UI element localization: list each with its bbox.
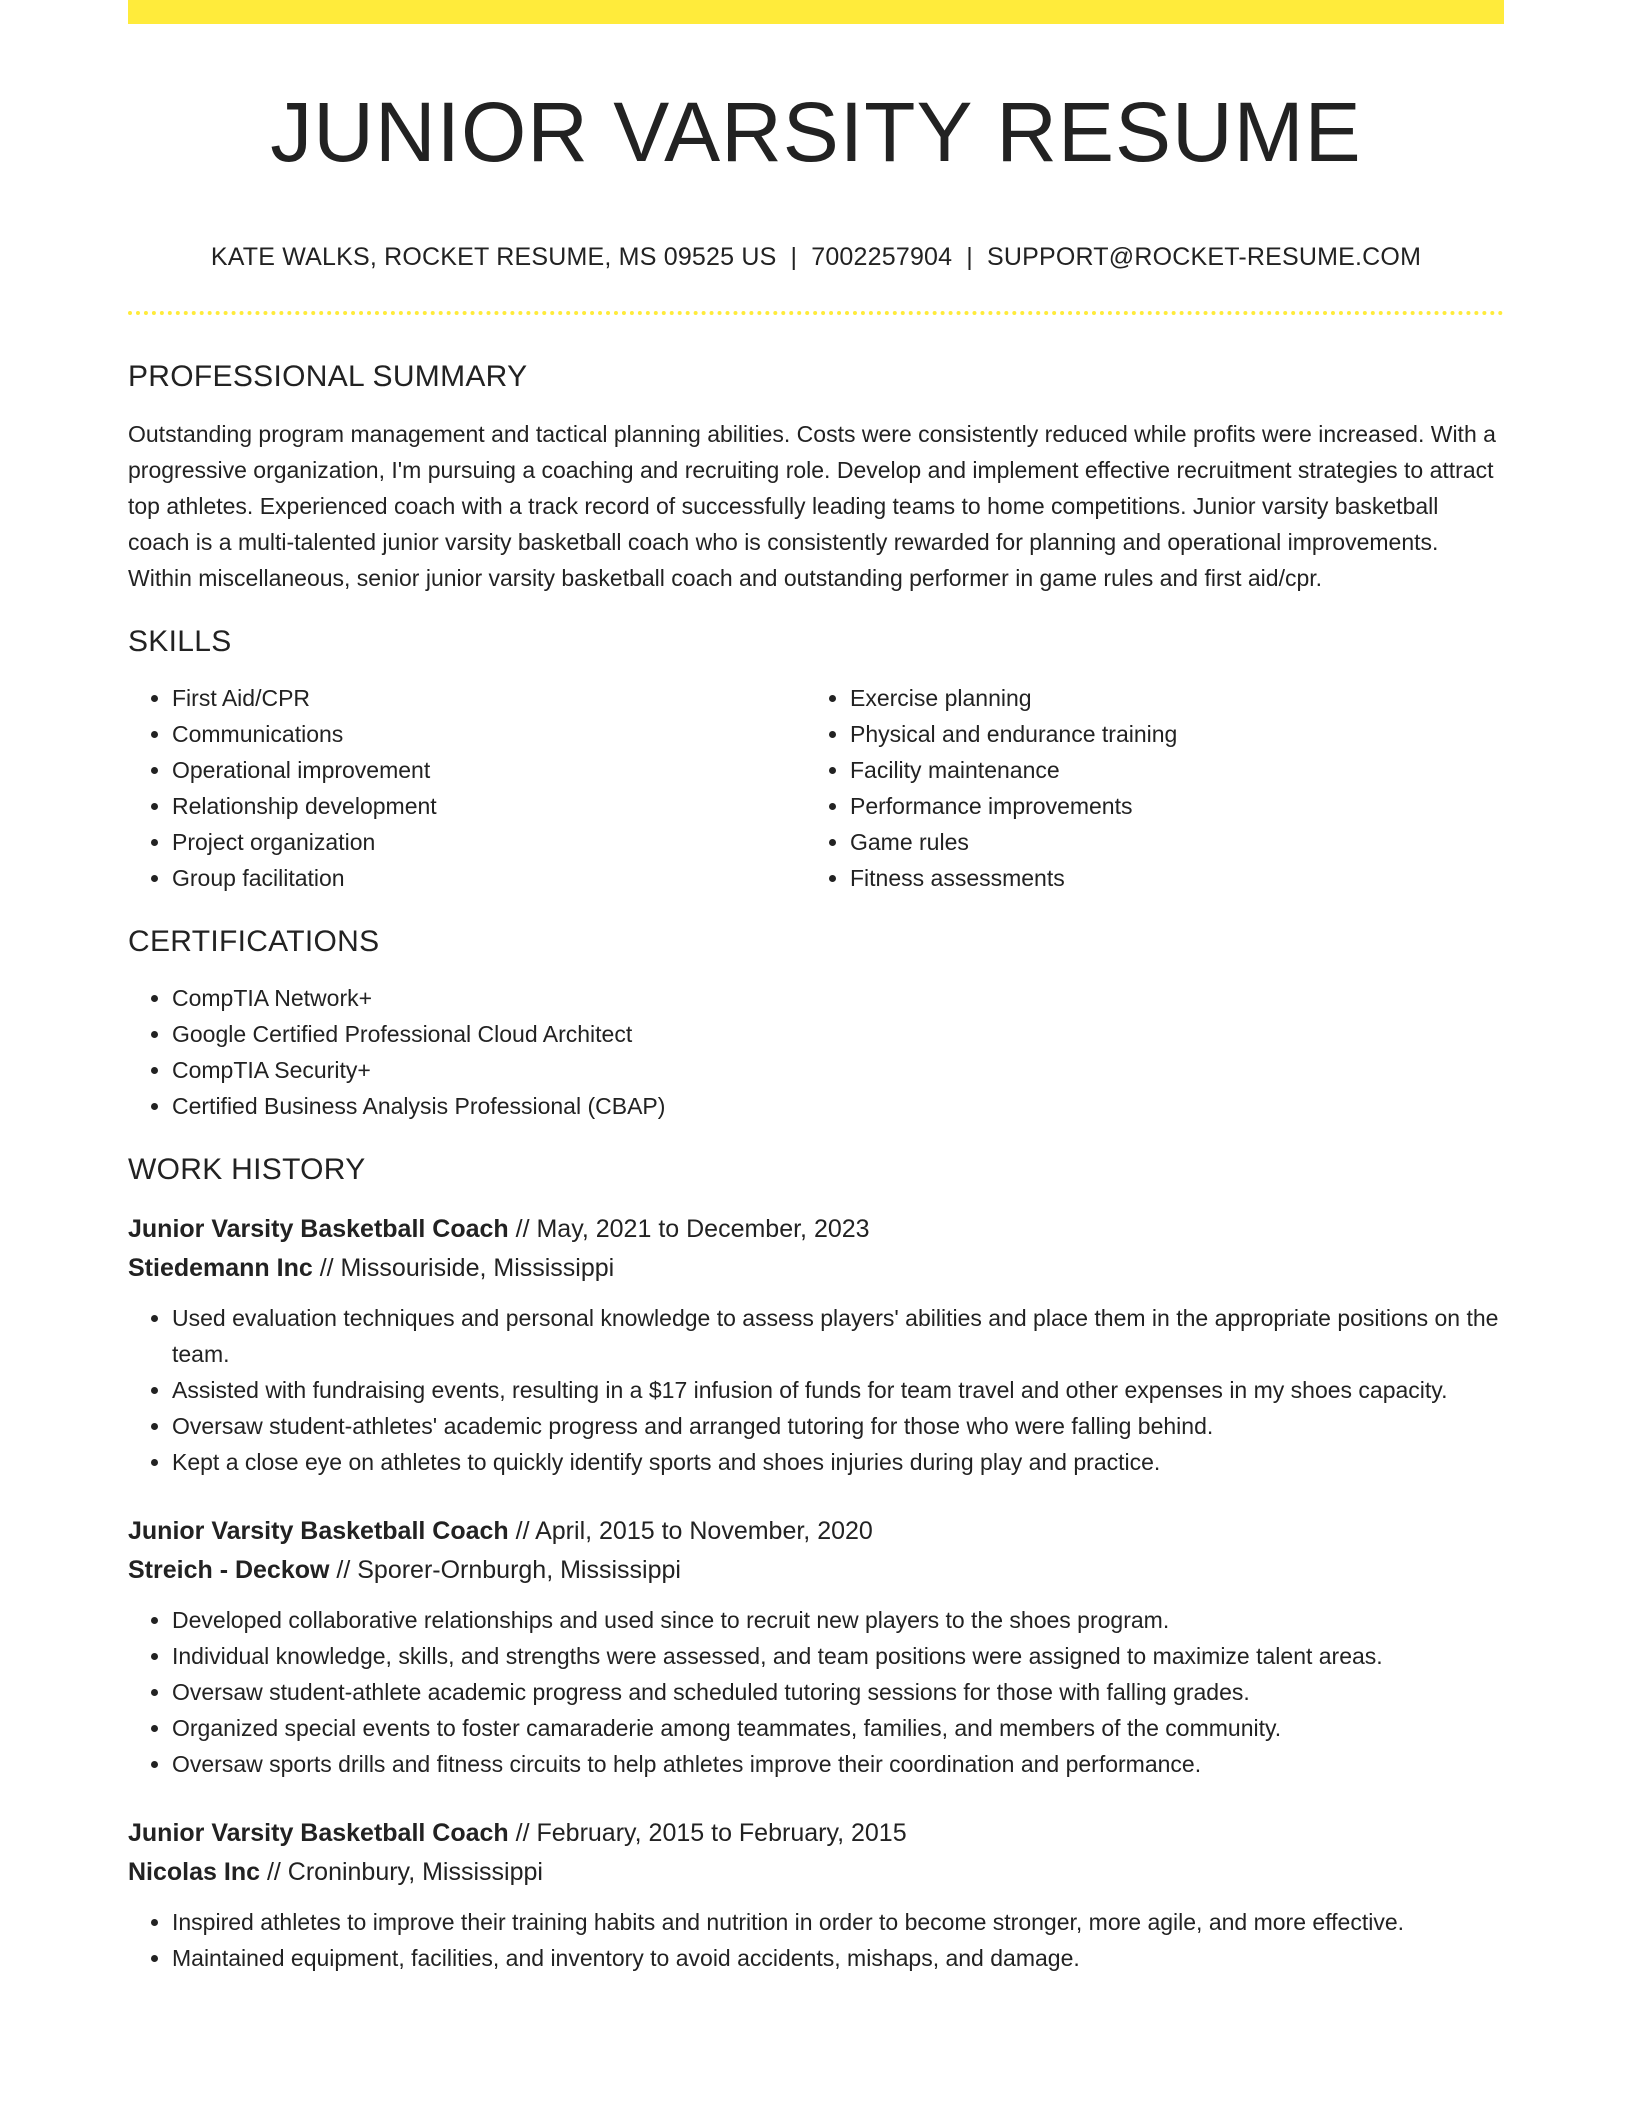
job-role: Junior Varsity Basketball Coach [128, 1819, 509, 1847]
job-duty: • Kept a close eye on athletes to quickly identify sports and shoes injuries during play and practice. [172, 1444, 1504, 1480]
skill-item: • Fitness assessments [850, 860, 1484, 896]
job-entry [128, 1512, 1504, 1782]
skill-item: • Performance improvements [850, 788, 1484, 824]
job-duty: • Oversaw student-athlete academic progress and scheduled tutoring sessions for those with falling grades. [172, 1674, 1504, 1710]
job-duty: • Organized special events to foster camaraderie among teammates, families, and members of the community. [172, 1710, 1504, 1746]
job-company: Nicolas Inc [128, 1858, 260, 1886]
job-role: Junior Varsity Basketball Coach [128, 1215, 509, 1243]
job-dates: // April, 2015 to November, 2020 [508, 1517, 873, 1545]
job-duty: • Individual knowledge, skills, and strengths were assessed, and team positions were assigned to maximize talent areas. [172, 1638, 1504, 1674]
job-company-line [128, 1853, 1504, 1892]
skills-column-right [806, 680, 1484, 896]
skill-item: • Operational improvement [172, 752, 806, 788]
job-location: // Missouriside, Mississippi [312, 1254, 615, 1282]
certifications-heading: CERTIFICATIONS [128, 925, 380, 958]
job-company-line [128, 1551, 1504, 1590]
contact-separator: | [966, 243, 973, 271]
job-role: Junior Varsity Basketball Coach [128, 1517, 509, 1545]
certification-item: • Certified Business Analysis Professional (CBAP) [172, 1088, 1504, 1124]
skills-grid [128, 680, 1504, 896]
skill-item: • Facility maintenance [850, 752, 1484, 788]
contact-line [128, 242, 1504, 272]
job-entry [128, 1814, 1504, 1976]
skills-heading: SKILLS [128, 625, 232, 658]
job-dates: // February, 2015 to February, 2015 [508, 1819, 907, 1847]
job-role-line [128, 1512, 1504, 1551]
resume-title: JUNIOR VARSITY RESUME [270, 85, 1362, 179]
summary-heading: PROFESSIONAL SUMMARY [128, 360, 528, 393]
certifications-list [128, 980, 1504, 1124]
skill-item: • First Aid/CPR [172, 680, 806, 716]
resume-page [128, 0, 1504, 1976]
job-duty: • Used evaluation techniques and personal knowledge to assess players' abilities and place them in the appropriate positions on the team. [172, 1300, 1504, 1372]
skill-item: • Physical and endurance training [850, 716, 1484, 752]
skill-item: • Group facilitation [172, 860, 806, 896]
skill-item: • Exercise planning [850, 680, 1484, 716]
skill-item: • Relationship development [172, 788, 806, 824]
skills-column-left [128, 680, 806, 896]
job-location: // Sporer-Ornburgh, Mississippi [329, 1556, 681, 1584]
job-company: Stiedemann Inc [128, 1254, 313, 1282]
contact-separator: | [790, 243, 798, 271]
job-duty: • Developed collaborative relationships and used since to recruit new players to the shoes program. [172, 1602, 1504, 1638]
summary-text: Outstanding program management and tactical planning abilities. Costs were consistently reduced while profits were increased. With a progressive organization, I'm pursuing a coaching and recruiting role. Develop and implement effective recruitment strategies to attract top athletes. Experienced coach with a track record of successfully leading teams to home competitions. Junior varsity basketball coach is a multi-talented junior varsity basketball coach who is consistently rewarded for planning and operational improvements. Within miscellaneous, senior junior varsity basketball coach and outstanding performer in game rules and first aid/cpr. [128, 421, 1496, 591]
job-company: Streich - Deckow [128, 1556, 330, 1584]
skill-item: • Game rules [850, 824, 1484, 860]
job-duty: • Maintained equipment, facilities, and inventory to avoid accidents, mishaps, and damage. [172, 1940, 1504, 1976]
contact-phone: 7002257904 [811, 243, 953, 271]
job-dates: // May, 2021 to December, 2023 [508, 1215, 870, 1243]
skills-list-left [128, 680, 806, 896]
job-role-line [128, 1814, 1504, 1853]
job-entry [128, 1210, 1504, 1480]
skill-item: • Communications [172, 716, 806, 752]
contact-email: SUPPORT@ROCKET-RESUME.COM [986, 243, 1422, 271]
job-location: // Croninbury, Mississippi [260, 1858, 543, 1886]
skills-list-right [806, 680, 1484, 896]
job-duty: • Inspired athletes to improve their training habits and nutrition in order to become stronger, more agile, and more effective. [172, 1904, 1504, 1940]
accent-bar [128, 0, 1504, 24]
job-duties-list [128, 1904, 1504, 1976]
job-duty: • Oversaw sports drills and fitness circuits to help athletes improve their coordination and performance. [172, 1746, 1504, 1782]
certification-item: • CompTIA Network+ [172, 980, 1504, 1016]
job-company-line [128, 1249, 1504, 1288]
job-role-line [128, 1210, 1504, 1249]
certification-item: • Google Certified Professional Cloud Architect [172, 1016, 1504, 1052]
job-duties-list [128, 1602, 1504, 1782]
job-duty: • Assisted with fundraising events, resulting in a $17 infusion of funds for team travel and other expenses in my shoes capacity. [172, 1372, 1504, 1408]
header-divider [128, 311, 1504, 315]
job-duties-list [128, 1300, 1504, 1480]
contact-address: KATE WALKS, ROCKET RESUME, MS 09525 US [210, 243, 777, 271]
work-history-heading: WORK HISTORY [128, 1153, 366, 1186]
skill-item: • Project organization [172, 824, 806, 860]
certification-item: • CompTIA Security+ [172, 1052, 1504, 1088]
job-duty: • Oversaw student-athletes' academic progress and arranged tutoring for those who were falling behind. [172, 1408, 1504, 1444]
